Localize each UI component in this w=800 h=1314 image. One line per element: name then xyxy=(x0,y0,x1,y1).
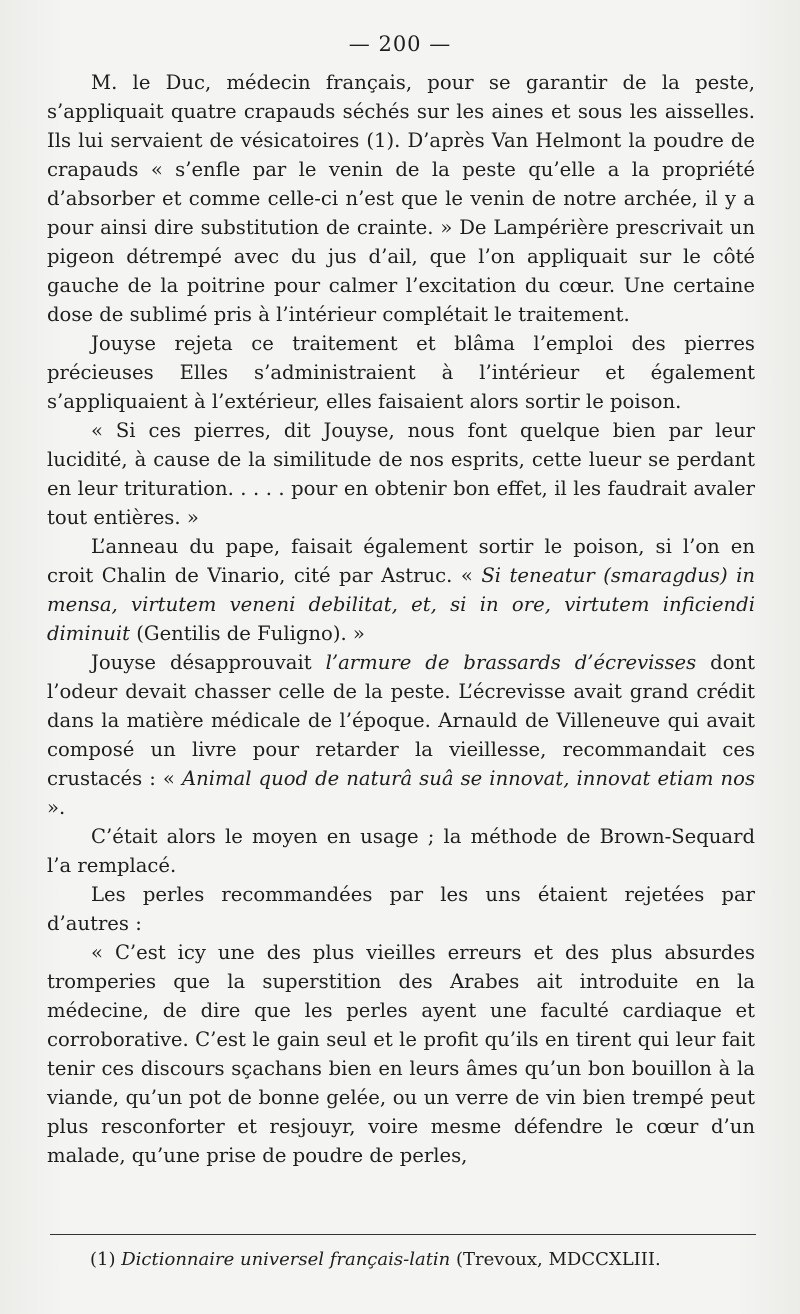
footnote-rest: (Trevoux, MDCCXLIII. xyxy=(456,1249,661,1270)
paragraph xyxy=(47,938,755,1170)
body-text xyxy=(47,68,755,1170)
paragraph xyxy=(47,880,755,938)
paragraph xyxy=(47,329,755,416)
footnote-rule xyxy=(50,1234,756,1235)
text-run: Jouyse rejeta ce traitement et blâma l’emploi des pierres précieuses Elles s’administraient à l’intérieur et également s’appliquaient à l’extérieur, elles faisaient alors sortir le poison. xyxy=(47,332,755,413)
text-run: ». xyxy=(47,796,66,819)
text-run: Les perles recommandées par les uns étaient rejetées par d’autres : xyxy=(47,883,755,935)
paragraph xyxy=(47,416,755,532)
page-number: — 200 — xyxy=(348,32,452,56)
text-run: « C’est icy une des plus vieilles erreurs et des plus absurdes tromperies que la superstition des Arabes ait introduite en la médecine, de dire que les perles ayent une faculté cardiaque et corroborative. C’est le gain seul et le profit qu’ils en tirent qui leur fait tenir ces discours sçachans bien en leurs âmes qu’un bon bouillon à la viande, qu’un pot de bonne gelée, ou un verre de vin bien trempé peut plus resconforter et resjouyr, voire mesme défendre le cœur d’un malade, qu’une prise de poudre de perles, xyxy=(47,941,755,1167)
text-run: (Gentilis de Fuligno). » xyxy=(130,622,365,645)
italic-text: Animal quod de naturâ suâ se innovat, innovat etiam nos xyxy=(181,767,755,790)
paragraph xyxy=(47,68,755,329)
text-run: C’était alors le moyen en usage ; la méthode de Brown-Sequard l’a remplacé. xyxy=(47,825,755,877)
text-run: dont l’odeur devait chasser celle de la peste. L’écrevisse avait grand crédit dans la matière médicale de l’époque. Arnauld de Villeneuve qui avait composé un livre pour retarder la vieillesse, recommandait ces crustacés : « xyxy=(47,651,755,790)
italic-text: Si teneatur (smaragdus) in mensa, virtutem veneni debilitat, et, si in ore, virtutem inficiendi diminuit xyxy=(47,564,755,645)
italic-text: l’armure de brassards d’écrevisses xyxy=(325,651,697,674)
text-run: « Si ces pierres, dit Jouyse, nous font quelque bien par leur lucidité, à cause de la similitude de nos esprits, cette lueur se perdant en leur trituration. . . . . pour en obtenir bon effet, il les faudrait avaler tout entières. » xyxy=(47,419,755,529)
paragraph xyxy=(47,648,755,822)
paragraph xyxy=(47,532,755,648)
text-run: L’anneau du pape, faisait également sortir le poison, si l’on en croit Chalin de Vinario, cité par Astruc. « xyxy=(47,535,755,587)
footnote-marker: (1) xyxy=(90,1249,116,1270)
text-run: M. le Duc, médecin français, pour se garantir de la peste, s’appliquait quatre crapauds séchés sur les aines et sous les aisselles. Ils lui servaient de vésicatoires (1). D’après Van Helmont la poudre de crapauds « s’enfle par le venin de la peste qu’elle a la propriété d’absorber et comme celle-ci n’est que le venin de notre archée, il y a pour ainsi dire substitution de crainte. » De Lampérière prescrivait un pigeon détrempé avec du jus d’ail, que l’on appliquait sur le côté gauche de la poitrine pour calmer l’excitation du cœur. Une certaine dose de sublimé pris à l’intérieur complétait le traitement. xyxy=(47,71,755,326)
footnote xyxy=(90,1248,760,1272)
paragraph xyxy=(47,822,755,880)
text-run: Jouyse désapprouvait xyxy=(91,651,326,674)
footnote-title: Dictionnaire universel français-latin xyxy=(121,1249,451,1270)
